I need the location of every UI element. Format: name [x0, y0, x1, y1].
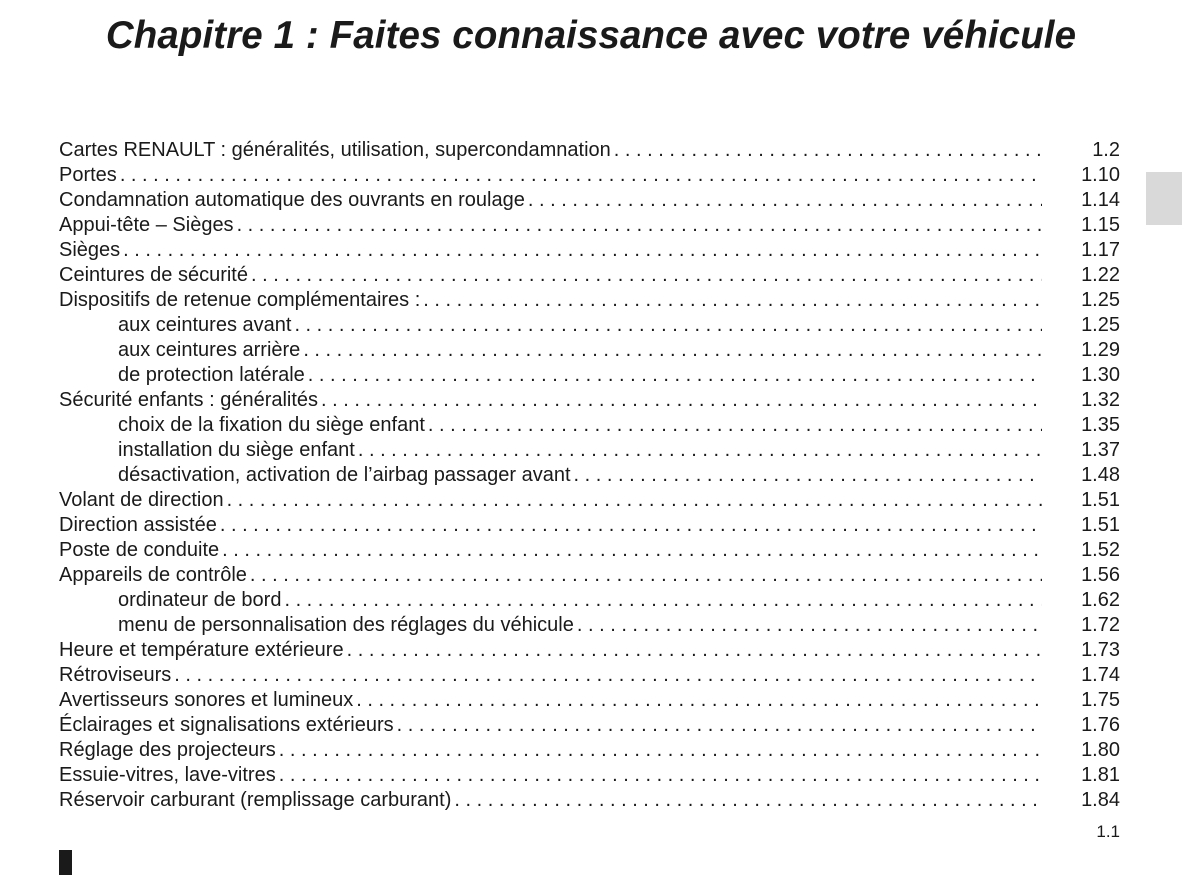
dot-leader	[279, 763, 1042, 788]
toc-entry-page: 1.56	[1081, 564, 1120, 586]
toc-entry-label: choix de la fixation du siège enfant	[118, 414, 425, 436]
toc-entry[interactable]	[59, 738, 1120, 763]
toc-entry-page: 1.2	[1092, 139, 1120, 161]
toc-entry[interactable]	[59, 788, 1120, 813]
toc-entry-page: 1.52	[1081, 539, 1120, 561]
toc-entry[interactable]	[59, 638, 1120, 663]
toc-entry-label: Portes	[59, 164, 117, 186]
page-number: 1.1	[1096, 822, 1120, 841]
dot-leader	[227, 488, 1042, 513]
toc-entry[interactable]	[59, 138, 1120, 163]
dot-leader	[220, 513, 1042, 538]
table-of-contents	[59, 138, 1120, 813]
toc-entry-label: Réglage des projecteurs	[59, 739, 276, 761]
dot-leader	[528, 188, 1042, 213]
toc-entry-page: 1.84	[1081, 789, 1120, 811]
dot-leader	[120, 163, 1042, 188]
toc-entry-page: 1.25	[1081, 289, 1120, 311]
toc-entry-label: Réservoir carburant (remplissage carburant)	[59, 789, 452, 811]
toc-entry-label: Appareils de contrôle	[59, 564, 247, 586]
toc-entry[interactable]	[59, 763, 1120, 788]
toc-entry-label: Éclairages et signalisations extérieurs	[59, 714, 394, 736]
toc-entry-page: 1.81	[1081, 764, 1120, 786]
toc-subentry[interactable]	[59, 613, 1120, 638]
dot-leader	[321, 388, 1042, 413]
toc-entry[interactable]	[59, 213, 1120, 238]
toc-entry-label: Volant de direction	[59, 489, 224, 511]
toc-entry-page: 1.51	[1081, 514, 1120, 536]
toc-entry-page: 1.51	[1081, 489, 1120, 511]
toc-entry-page: 1.80	[1081, 739, 1120, 761]
toc-subentry[interactable]	[59, 438, 1120, 463]
toc-entry-label: Heure et température extérieure	[59, 639, 344, 661]
toc-entry-page: 1.30	[1081, 364, 1120, 386]
toc-entry-label: Essuie-vitres, lave-vitres	[59, 764, 276, 786]
toc-entry-label: de protection latérale	[118, 364, 305, 386]
chapter-side-tab	[1146, 172, 1182, 225]
toc-entry[interactable]	[59, 238, 1120, 263]
toc-entry-label: Rétroviseurs	[59, 664, 172, 686]
dot-leader	[294, 313, 1042, 338]
toc-entry-page: 1.17	[1081, 239, 1120, 261]
toc-entry-page: 1.22	[1081, 264, 1120, 286]
toc-subentry[interactable]	[59, 363, 1120, 388]
toc-entry-page: 1.73	[1081, 639, 1120, 661]
toc-entry[interactable]	[59, 513, 1120, 538]
toc-subentry[interactable]	[59, 313, 1120, 338]
toc-entry-page: 1.32	[1081, 389, 1120, 411]
toc-entry-label: désactivation, activation de l’airbag passager avant	[118, 464, 571, 486]
dot-leader	[251, 263, 1042, 288]
toc-entry[interactable]	[59, 488, 1120, 513]
toc-entry-label: Cartes RENAULT : généralités, utilisation, supercondamnation	[59, 139, 611, 161]
dot-leader	[397, 713, 1042, 738]
toc-entry[interactable]	[59, 388, 1120, 413]
toc-entry-page: 1.48	[1081, 464, 1120, 486]
dot-leader	[284, 588, 1042, 613]
toc-entry-label: aux ceintures avant	[118, 314, 292, 336]
corner-crop-mark	[59, 850, 72, 875]
dot-leader	[174, 663, 1042, 688]
toc-entry-label: Appui-tête – Sièges	[59, 214, 234, 236]
dot-leader	[222, 538, 1042, 563]
dot-leader	[347, 638, 1042, 663]
toc-entry-label: menu de personnalisation des réglages du véhicule	[118, 614, 574, 636]
dot-leader	[123, 238, 1042, 263]
toc-entry[interactable]	[59, 688, 1120, 713]
toc-entry-page: 1.76	[1081, 714, 1120, 736]
toc-entry-page: 1.29	[1081, 339, 1120, 361]
toc-entry-page: 1.15	[1081, 214, 1120, 236]
toc-entry-page: 1.35	[1081, 414, 1120, 436]
dot-leader	[358, 438, 1042, 463]
toc-subentry[interactable]	[59, 463, 1120, 488]
toc-subentry[interactable]	[59, 413, 1120, 438]
toc-entry-page: 1.62	[1081, 589, 1120, 611]
dot-leader	[423, 288, 1042, 313]
dot-leader	[237, 213, 1042, 238]
toc-entry-label: Direction assistée	[59, 514, 217, 536]
toc-entry-page: 1.75	[1081, 689, 1120, 711]
dot-leader	[279, 738, 1042, 763]
toc-entry[interactable]	[59, 188, 1120, 213]
toc-entry-label: Sièges	[59, 239, 121, 261]
toc-subentry[interactable]	[59, 338, 1120, 363]
toc-entry-page: 1.14	[1081, 189, 1120, 211]
toc-entry[interactable]	[59, 713, 1120, 738]
toc-entry-label: Condamnation automatique des ouvrants en roulage	[59, 189, 525, 211]
dot-leader	[250, 563, 1042, 588]
dot-leader	[428, 413, 1042, 438]
dot-leader	[356, 688, 1042, 713]
dot-leader	[303, 338, 1042, 363]
dot-leader	[454, 788, 1042, 813]
toc-entry-page: 1.37	[1081, 439, 1120, 461]
toc-entry-label: installation du siège enfant	[118, 439, 355, 461]
toc-subentry[interactable]	[59, 588, 1120, 613]
toc-entry-label: Sécurité enfants : généralités	[59, 389, 319, 411]
toc-entry-label: ordinateur de bord	[118, 589, 282, 611]
toc-entry-page: 1.25	[1081, 314, 1120, 336]
dot-leader	[308, 363, 1042, 388]
toc-entry-page: 1.72	[1081, 614, 1120, 636]
toc-entry-page: 1.10	[1081, 164, 1120, 186]
toc-entry-page: 1.74	[1081, 664, 1120, 686]
toc-entry-label: Ceintures de sécurité	[59, 264, 248, 286]
toc-entry[interactable]	[59, 663, 1120, 688]
toc-entry-label: Poste de conduite	[59, 539, 220, 561]
toc-entry-label: aux ceintures arrière	[118, 339, 301, 361]
toc-entry-label: Avertisseurs sonores et lumineux	[59, 689, 354, 711]
dot-leader	[614, 138, 1042, 163]
toc-entry[interactable]	[59, 288, 1120, 313]
toc-entry[interactable]	[59, 263, 1120, 288]
toc-entry[interactable]	[59, 163, 1120, 188]
toc-entry-label: Dispositifs de retenue complémentaires :	[59, 289, 421, 311]
toc-entry[interactable]	[59, 538, 1120, 563]
dot-leader	[577, 613, 1042, 638]
dot-leader	[574, 463, 1043, 488]
toc-entry[interactable]	[59, 563, 1120, 588]
page-title: Chapitre 1 : Faites connaissance avec votre véhicule	[105, 14, 1077, 57]
